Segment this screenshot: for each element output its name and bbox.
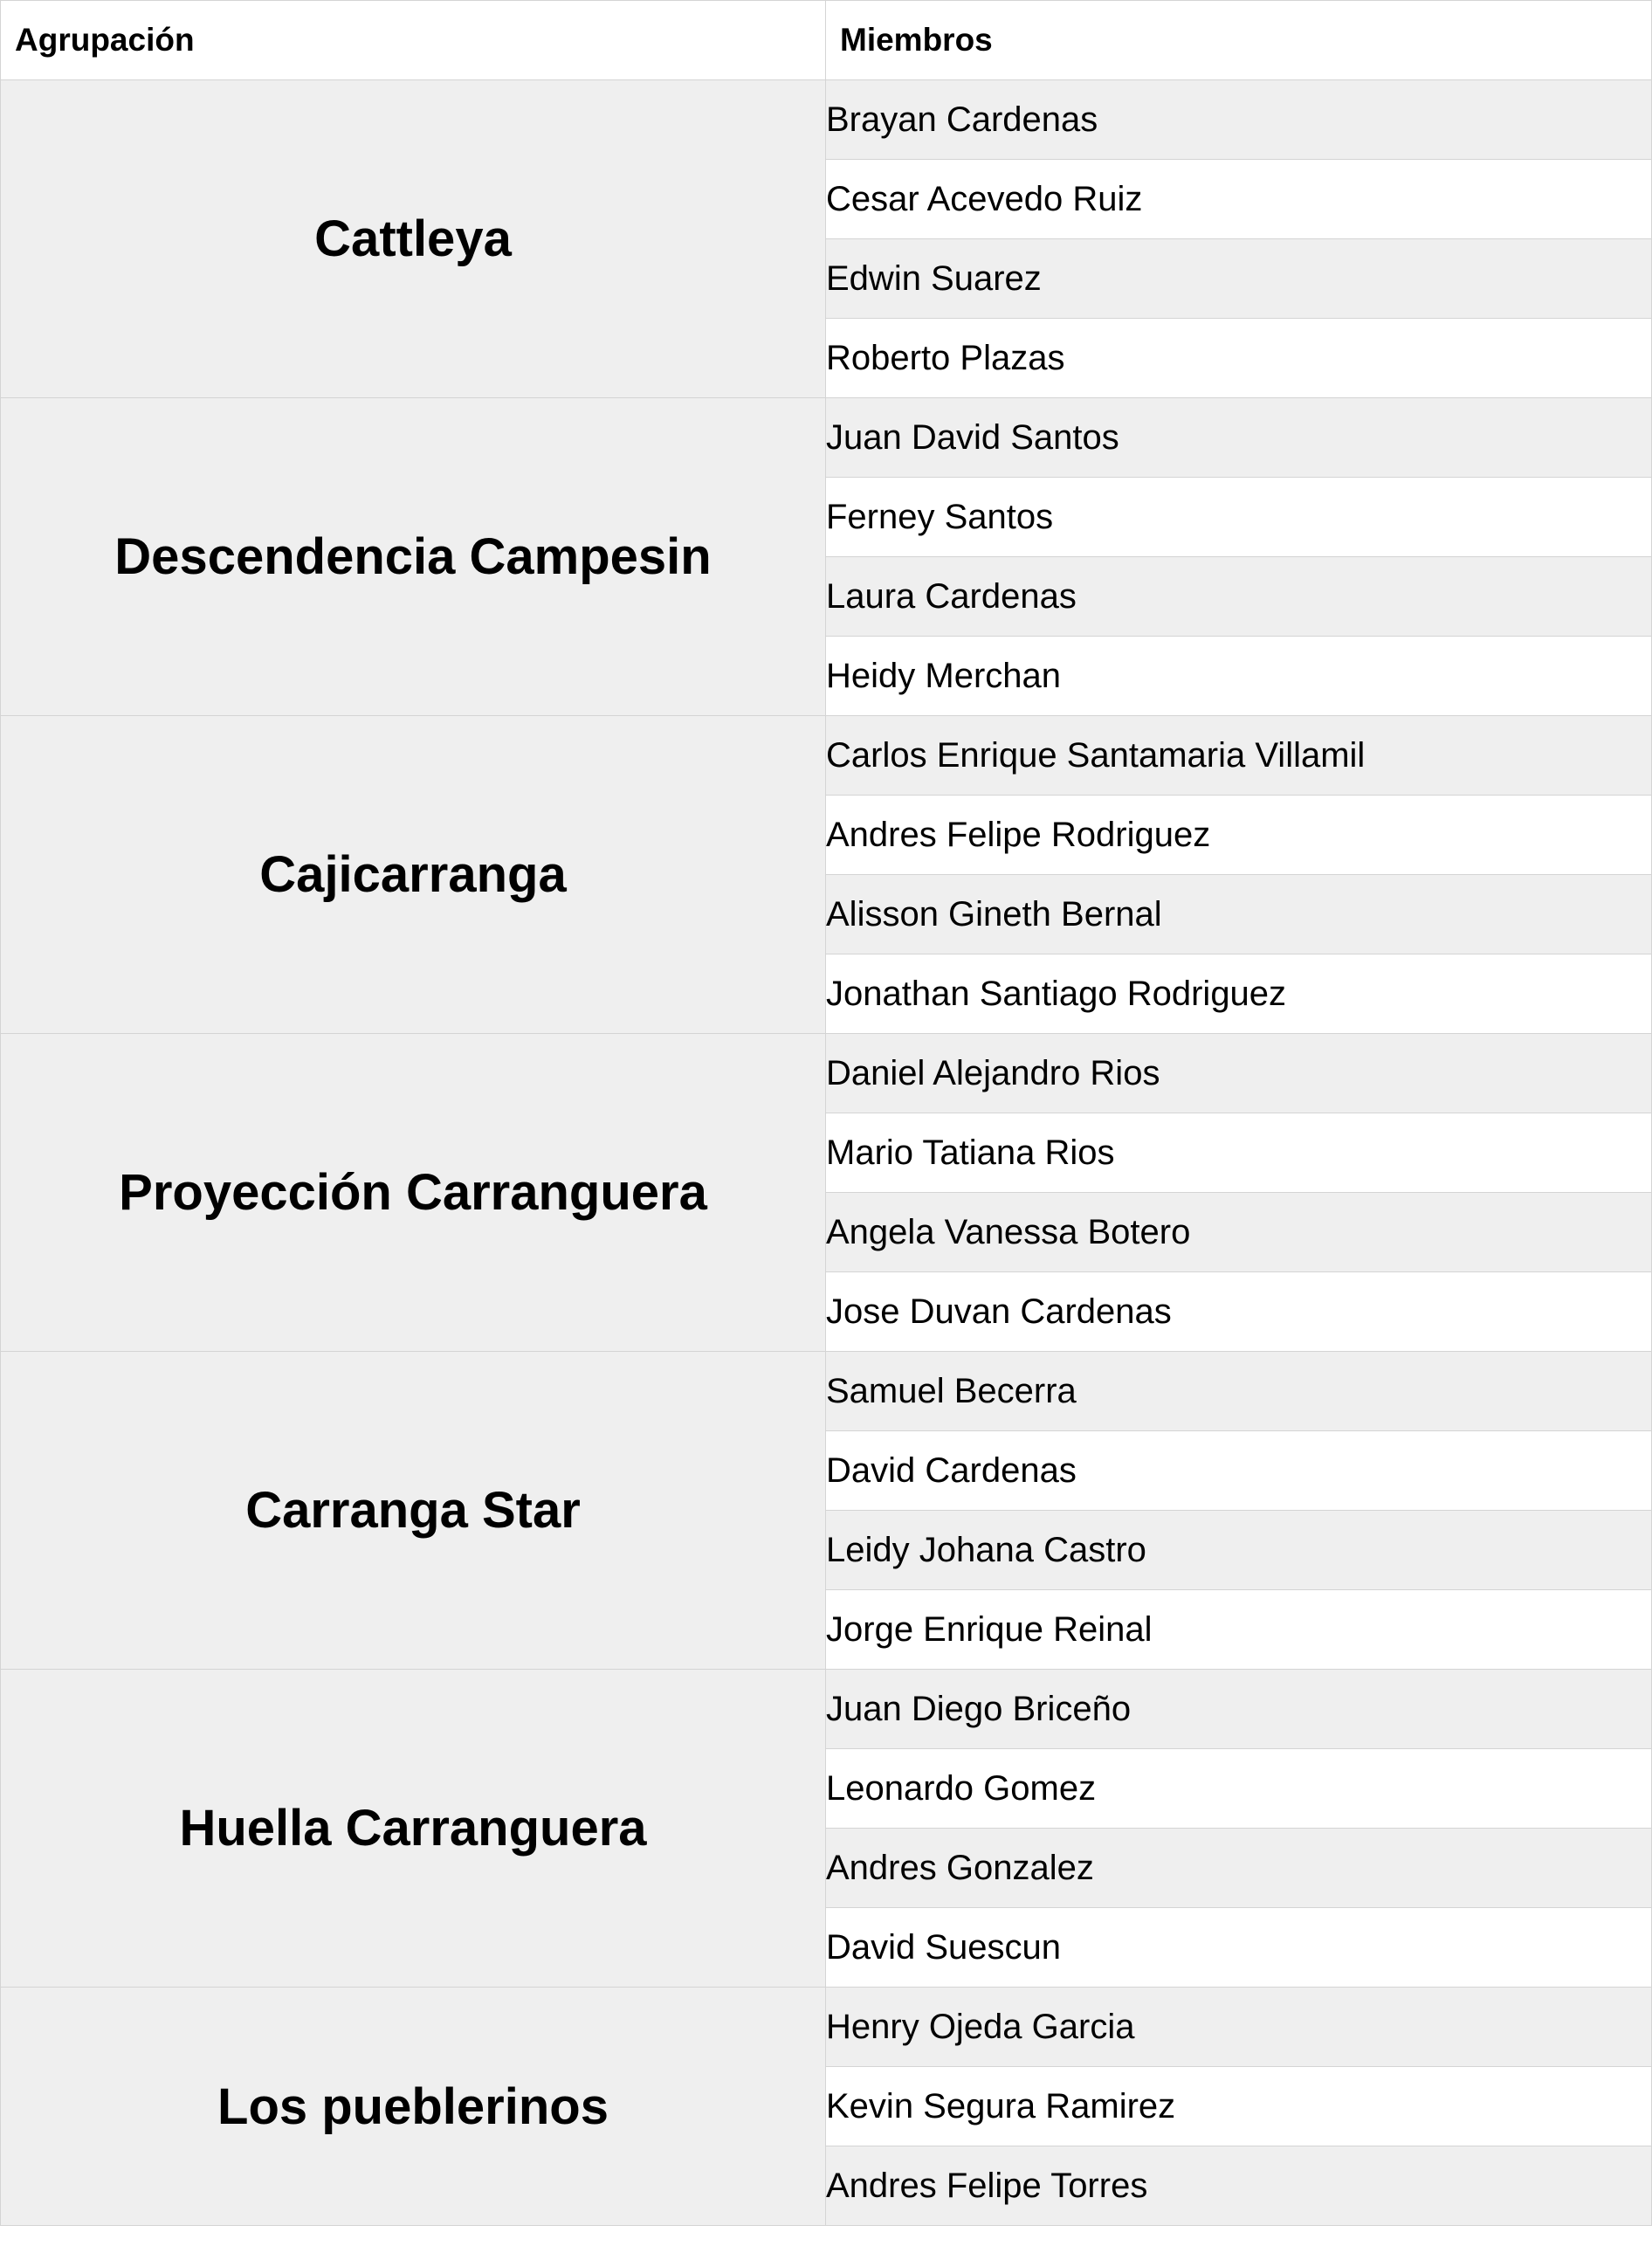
- member-cell: Ferney Santos: [826, 478, 1652, 557]
- member-cell: Leonardo Gomez: [826, 1749, 1652, 1829]
- table-row: [1, 1034, 1652, 1113]
- group-cell: [1, 1988, 826, 2226]
- member-cell: Juan Diego Briceño: [826, 1670, 1652, 1749]
- member-cell: Carlos Enrique Santamaria Villamil: [826, 716, 1652, 796]
- table-row: [1, 1988, 1652, 2067]
- member-cell: Jonathan Santiago Rodriguez: [826, 954, 1652, 1034]
- member-cell: David Suescun: [826, 1908, 1652, 1988]
- member-cell: Henry Ojeda Garcia: [826, 1988, 1652, 2067]
- header-row: [1, 1, 1652, 80]
- member-cell: Jorge Enrique Reinal: [826, 1590, 1652, 1670]
- group-column-header: Agrupación: [1, 1, 826, 80]
- member-cell: Roberto Plazas: [826, 319, 1652, 398]
- member-cell: Leidy Johana Castro: [826, 1511, 1652, 1590]
- group-name: Huella Carranguera: [179, 1800, 647, 1857]
- group-cell: [1, 398, 826, 716]
- group-name: Proyección Carranguera: [119, 1164, 707, 1221]
- group-name: Descendencia Campesin: [114, 528, 712, 585]
- member-cell: Angela Vanessa Botero: [826, 1193, 1652, 1272]
- member-cell: Cesar Acevedo Ruiz: [826, 160, 1652, 239]
- group-cell: [1, 716, 826, 1034]
- group-cell: [1, 1670, 826, 1988]
- member-cell: Daniel Alejandro Rios: [826, 1034, 1652, 1113]
- member-cell: Jose Duvan Cardenas: [826, 1272, 1652, 1352]
- member-cell: Andres Felipe Rodriguez: [826, 796, 1652, 875]
- member-cell: Samuel Becerra: [826, 1352, 1652, 1431]
- table-row: [1, 716, 1652, 796]
- group-name: Cattleya: [314, 210, 512, 267]
- member-cell: Laura Cardenas: [826, 557, 1652, 637]
- member-cell: Alisson Gineth Bernal: [826, 875, 1652, 954]
- member-cell: Edwin Suarez: [826, 239, 1652, 319]
- group-cell: [1, 1352, 826, 1670]
- table-row: [1, 398, 1652, 478]
- members-column-header: Miembros: [826, 1, 1652, 80]
- member-cell: Mario Tatiana Rios: [826, 1113, 1652, 1193]
- member-cell: Brayan Cardenas: [826, 80, 1652, 160]
- table-row: [1, 1352, 1652, 1431]
- group-cell: [1, 80, 826, 398]
- member-cell: Heidy Merchan: [826, 637, 1652, 716]
- group-name: Cajicarranga: [259, 846, 567, 903]
- table-row: [1, 80, 1652, 160]
- member-cell: Andres Felipe Torres: [826, 2146, 1652, 2226]
- group-cell: [1, 1034, 826, 1352]
- group-name: Carranga Star: [245, 1482, 581, 1539]
- member-cell: Andres Gonzalez: [826, 1829, 1652, 1908]
- table-row: [1, 1670, 1652, 1749]
- member-cell: Kevin Segura Ramirez: [826, 2067, 1652, 2146]
- member-cell: Juan David Santos: [826, 398, 1652, 478]
- member-cell: David Cardenas: [826, 1431, 1652, 1511]
- group-name: Los pueblerinos: [217, 2077, 609, 2135]
